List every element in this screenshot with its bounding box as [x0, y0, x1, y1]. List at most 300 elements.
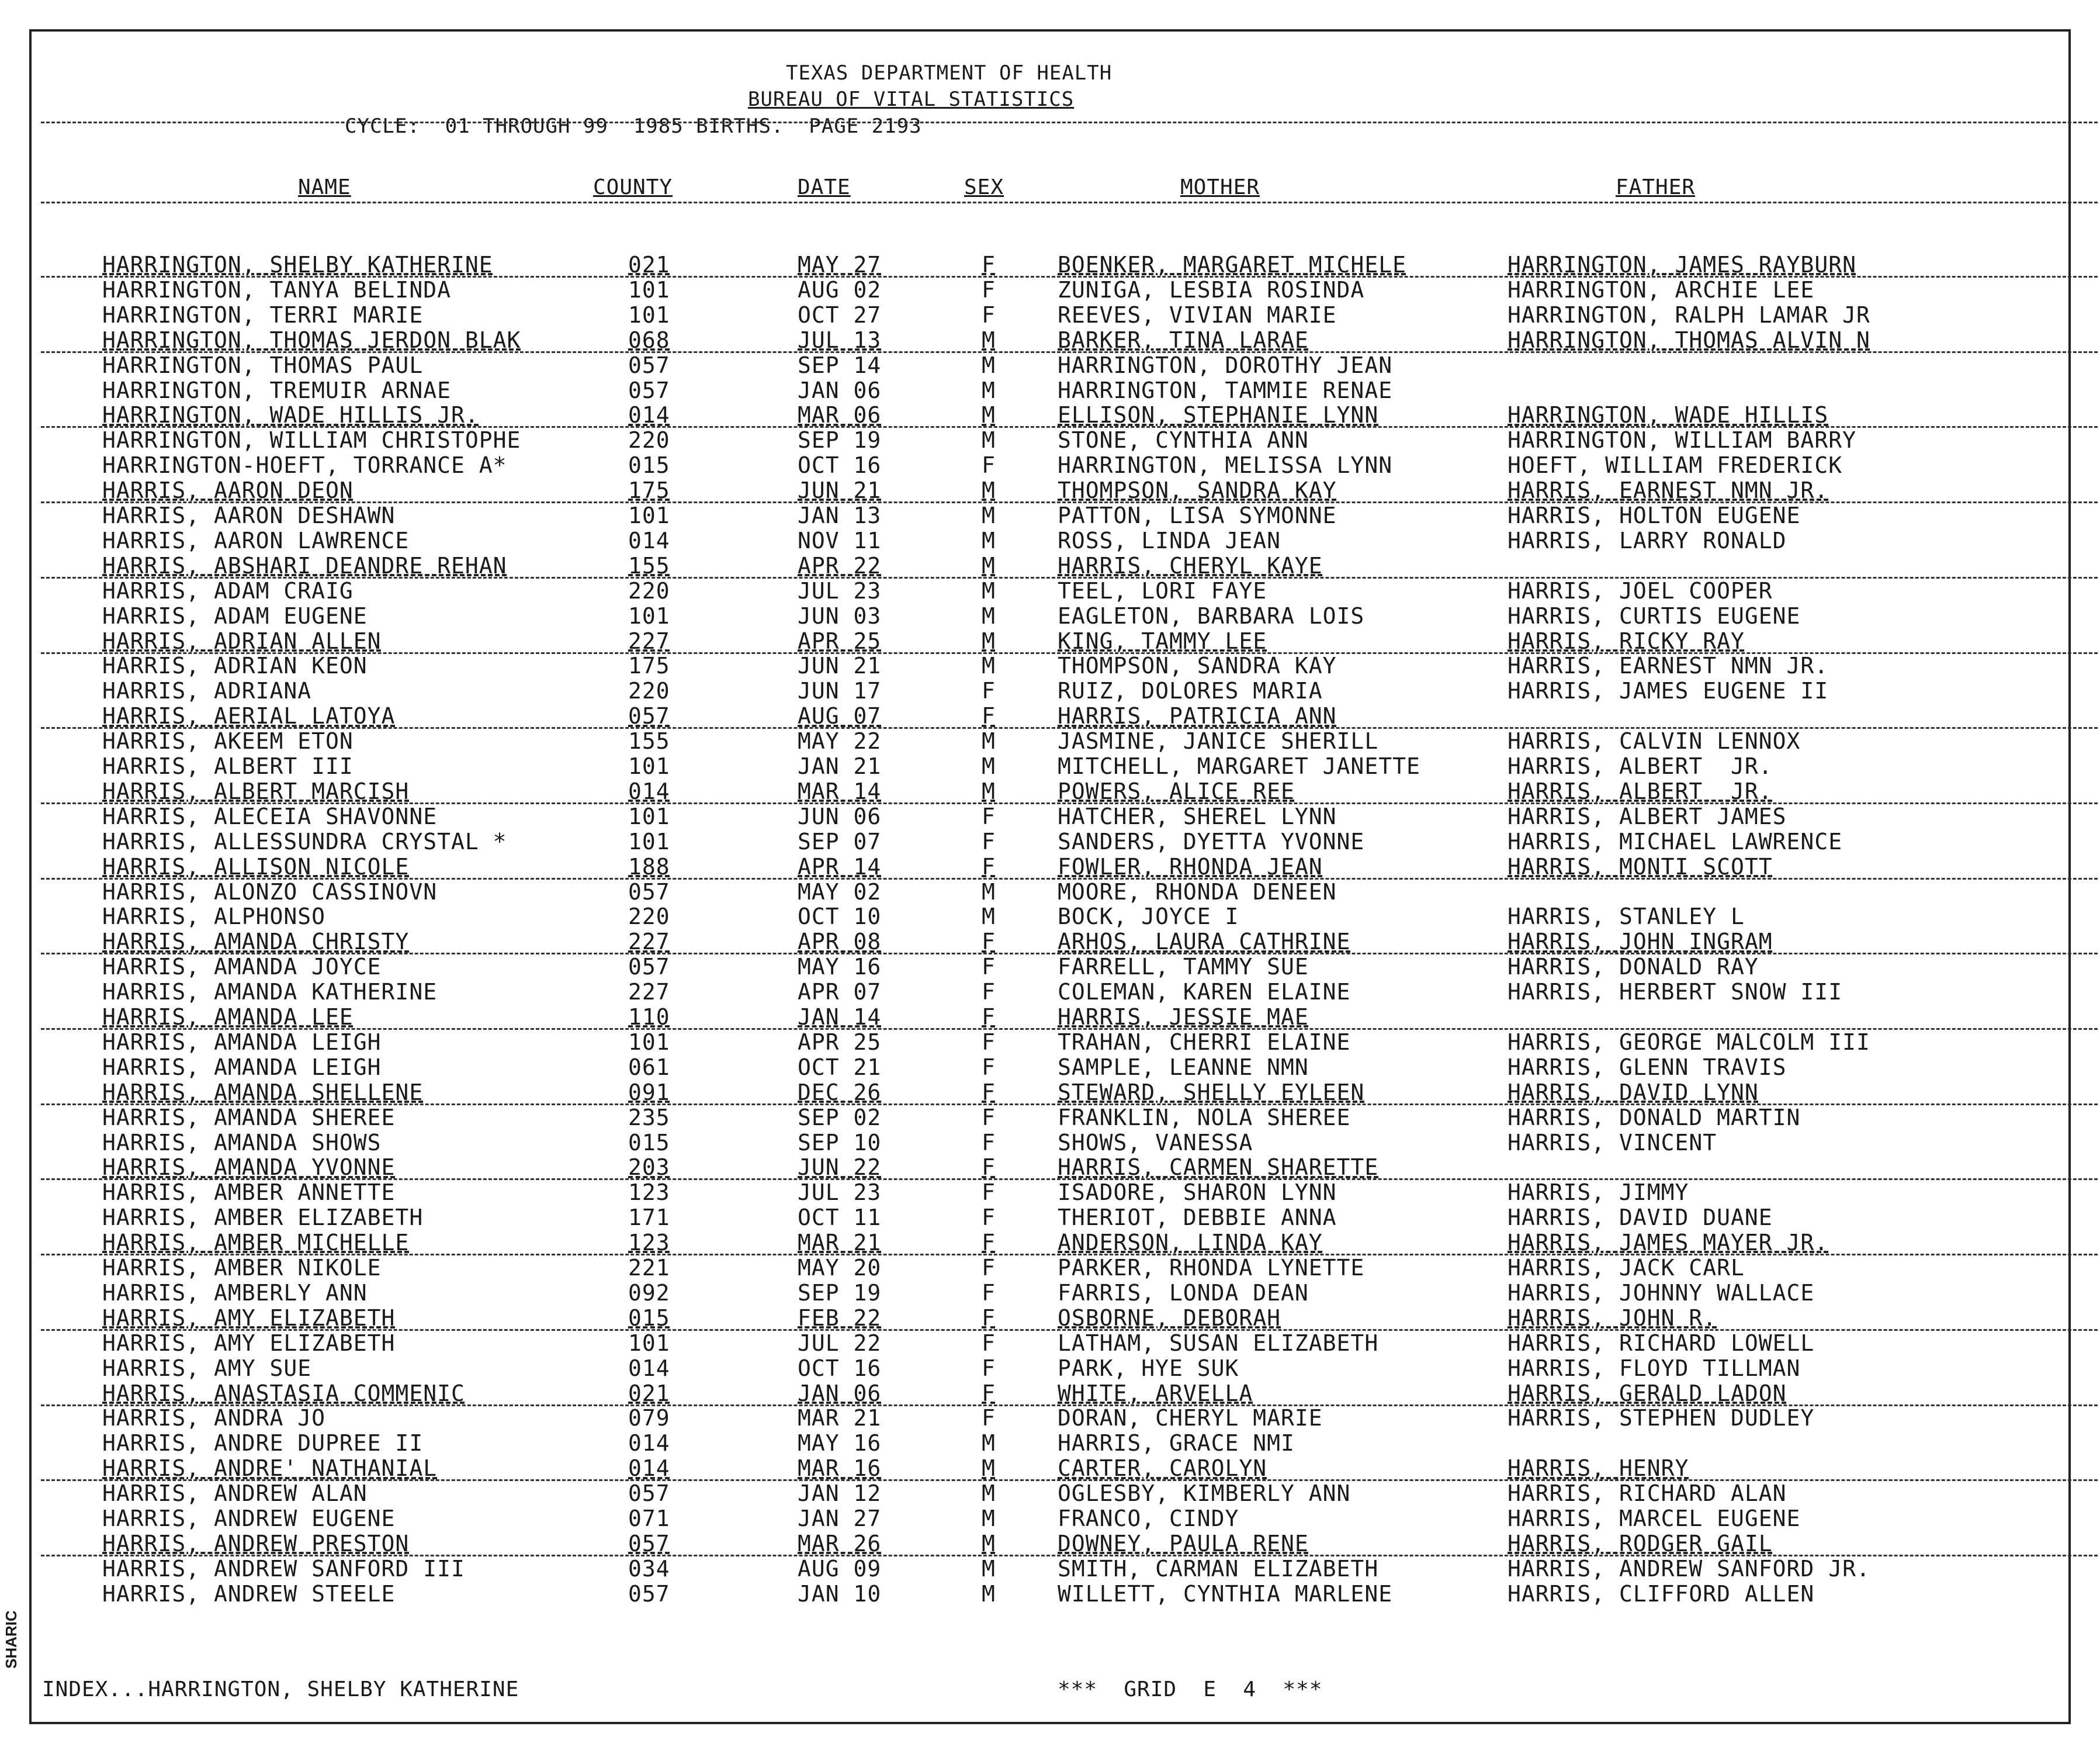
- record-county: 057: [628, 703, 670, 729]
- record-county: 221: [628, 1255, 670, 1281]
- record-date: JUN 03: [798, 603, 882, 629]
- record-name: HARRINGTON, WILLIAM CHRISTOPHE: [102, 427, 521, 454]
- record-county: 101: [628, 828, 670, 854]
- record-mother: ANDERSON, LINDA KAY: [1058, 1230, 1323, 1256]
- record-row: [0, 553, 2100, 579]
- record-mother: FRANKLIN, NOLA SHEREE: [1058, 1104, 1351, 1130]
- record-row: [0, 528, 2100, 553]
- record-row: [0, 1356, 2100, 1381]
- record-county: 014: [628, 778, 670, 804]
- record-father: HARRIS, CURTIS EUGENE: [1508, 603, 1801, 629]
- record-name: HARRIS, AMANDA LEE: [102, 1004, 354, 1030]
- record-date: JUL 23: [798, 1179, 882, 1206]
- record-county: 014: [628, 527, 670, 553]
- record-county: 188: [628, 853, 670, 880]
- record-sex: F: [982, 1179, 996, 1206]
- record-row: [0, 1030, 2100, 1055]
- record-father: HARRIS, JACK CARL: [1508, 1255, 1745, 1281]
- record-row: [0, 1230, 2100, 1255]
- record-date: SEP 07: [798, 828, 882, 854]
- record-mother: RUIZ, DOLORES MARIA: [1058, 678, 1323, 704]
- record-mother: SHOWS, VANESSA: [1058, 1129, 1253, 1156]
- record-father: HARRIS, GERALD LADON: [1508, 1380, 1787, 1406]
- record-row: [0, 1205, 2100, 1230]
- record-row: [0, 353, 2100, 378]
- record-name: HARRIS, ALONZO CASSINOVN: [102, 878, 438, 905]
- record-sex: F: [982, 678, 996, 704]
- record-county: 123: [628, 1179, 670, 1206]
- record-date: MAR 21: [798, 1405, 882, 1431]
- record-date: FEB 22: [798, 1305, 882, 1331]
- record-name: HARRIS, AMBER ELIZABETH: [102, 1205, 424, 1231]
- record-sex: M: [982, 603, 996, 629]
- record-county: 110: [628, 1004, 670, 1030]
- record-sex: M: [982, 904, 996, 930]
- record-mother: ZUNIGA, LESBIA ROSINDA: [1058, 276, 1365, 303]
- record-row: [0, 629, 2100, 654]
- record-date: SEP 19: [798, 1279, 882, 1306]
- record-row: [0, 804, 2100, 829]
- record-father: HOEFT, WILLIAM FREDERICK: [1508, 452, 1843, 479]
- record-mother: WHITE, ARVELLA: [1058, 1380, 1253, 1406]
- record-date: JAN 14: [798, 1004, 882, 1030]
- record-name: HARRIS, ANDRE DUPREE II: [102, 1430, 424, 1457]
- record-county: 155: [628, 552, 670, 579]
- record-mother: LATHAM, SUSAN ELIZABETH: [1058, 1330, 1379, 1356]
- record-father: HARRIS, DAVID DUANE: [1508, 1205, 1773, 1231]
- record-father: HARRIS, HERBERT SNOW III: [1508, 979, 1843, 1005]
- record-mother: BOCK, JOYCE I: [1058, 904, 1239, 930]
- record-name: HARRIS, AARON DESHAWN: [102, 503, 396, 528]
- record-father: HARRIS, MONTI SCOTT: [1508, 853, 1773, 880]
- record-county: 057: [628, 1530, 670, 1556]
- record-father: HARRIS, VINCENT: [1508, 1129, 1717, 1156]
- record-row: [0, 1130, 2100, 1156]
- record-row: [0, 378, 2100, 403]
- record-father: HARRIS, JAMES EUGENE II: [1508, 678, 1829, 704]
- record-father: HARRINGTON, WILLIAM BARRY: [1508, 427, 1856, 454]
- record-father: HARRIS, JOHN R.: [1508, 1305, 1717, 1331]
- record-name: HARRIS, ADRIAN KEON: [102, 653, 368, 679]
- record-mother: STEWARD, SHELLY EYLEEN: [1058, 1079, 1365, 1105]
- record-name: HARRIS, ALBERT MARCISH: [102, 778, 410, 804]
- record-sex: M: [982, 653, 996, 679]
- record-name: HARRIS, ANDREW EUGENE: [102, 1506, 396, 1531]
- record-date: AUG 09: [798, 1555, 882, 1582]
- record-sex: F: [982, 452, 996, 479]
- record-sex: F: [982, 929, 996, 955]
- record-mother: FOWLER, RHONDA JEAN: [1058, 853, 1323, 880]
- record-sex: F: [982, 276, 996, 303]
- record-date: JUL 23: [798, 577, 882, 604]
- record-sex: M: [982, 1506, 996, 1531]
- record-father: HARRIS, RODGER GAIL: [1508, 1530, 1773, 1556]
- record-mother: SMITH, CARMAN ELIZABETH: [1058, 1555, 1379, 1582]
- record-mother: PARK, HYE SUK: [1058, 1355, 1239, 1381]
- record-name: HARRINGTON, TREMUIR ARNAE: [102, 377, 451, 403]
- record-sex: M: [982, 503, 996, 528]
- record-mother: FARRELL, TAMMY SUE: [1058, 954, 1309, 980]
- record-sex: F: [982, 1104, 996, 1130]
- record-row: [0, 478, 2100, 503]
- column-header-date: DATE: [798, 175, 851, 199]
- record-county: 171: [628, 1205, 670, 1231]
- record-row: [0, 503, 2100, 528]
- record-county: 014: [628, 1430, 670, 1457]
- record-mother: FRANCO, CINDY: [1058, 1506, 1239, 1531]
- record-father: HARRIS, EARNEST NMN JR.: [1508, 478, 1829, 504]
- record-date: APR 08: [798, 929, 882, 955]
- record-sex: M: [982, 1580, 996, 1607]
- record-row: [0, 980, 2100, 1005]
- record-mother: HARRINGTON, MELISSA LYNN: [1058, 452, 1393, 479]
- side-mark: SHARIC: [2, 1610, 20, 1669]
- record-date: JAN 21: [798, 753, 882, 779]
- record-name: HARRIS, ANDREW STEELE: [102, 1580, 396, 1607]
- record-father: HARRIS, ALBERT JR.: [1508, 753, 1773, 779]
- record-county: 021: [628, 1380, 670, 1406]
- record-date: JAN 27: [798, 1506, 882, 1531]
- record-mother: HARRINGTON, TAMMIE RENAE: [1058, 377, 1393, 403]
- column-header-sex: SEX: [964, 175, 1004, 199]
- record-date: MAR 16: [798, 1455, 882, 1482]
- record-name: HARRIS, AMANDA LEIGH: [102, 1029, 382, 1055]
- record-county: 101: [628, 503, 670, 528]
- record-sex: M: [982, 478, 996, 504]
- record-name: HARRIS, AKEEM ETON: [102, 728, 354, 755]
- record-father: HARRIS, ALBERT JR.: [1508, 778, 1773, 804]
- column-header-name: NAME: [298, 175, 351, 199]
- record-mother: HARRIS, GRACE NMI: [1058, 1430, 1295, 1457]
- record-sex: F: [982, 954, 996, 980]
- record-mother: WILLETT, CYNTHIA MARLENE: [1058, 1580, 1393, 1607]
- header-title: TEXAS DEPARTMENT OF HEALTH: [786, 61, 1113, 85]
- record-date: AUG 02: [798, 276, 882, 303]
- record-row: [0, 579, 2100, 604]
- record-county: 101: [628, 753, 670, 779]
- record-name: HARRIS, ANDREW PRESTON: [102, 1530, 410, 1556]
- record-mother: TEEL, LORI FAYE: [1058, 577, 1267, 604]
- record-sex: M: [982, 878, 996, 905]
- record-father: HARRIS, ALBERT JAMES: [1508, 803, 1787, 829]
- record-date: JUL 13: [798, 327, 882, 353]
- record-sex: F: [982, 1230, 996, 1256]
- record-mother: HARRINGTON, DOROTHY JEAN: [1058, 352, 1393, 378]
- record-mother: CARTER, CAROLYN: [1058, 1455, 1267, 1482]
- record-father: HARRINGTON, ARCHIE LEE: [1508, 276, 1815, 303]
- record-date: OCT 21: [798, 1054, 882, 1080]
- record-county: 123: [628, 1230, 670, 1256]
- record-father: HARRIS, JOHNNY WALLACE: [1508, 1279, 1815, 1306]
- record-mother: PATTON, LISA SYMONNE: [1058, 503, 1337, 528]
- record-county: 101: [628, 276, 670, 303]
- record-row: [0, 278, 2100, 303]
- record-name: HARRIS, ALLISON NICOLE: [102, 853, 410, 880]
- record-mother: STONE, CYNTHIA ANN: [1058, 427, 1309, 454]
- record-name: HARRIS, AMBERLY ANN: [102, 1279, 368, 1306]
- record-father: HARRIS, RICKY RAY: [1508, 628, 1745, 654]
- record-mother: MITCHELL, MARGARET JANETTE: [1058, 753, 1420, 779]
- record-county: 015: [628, 1129, 670, 1156]
- record-father: HARRIS, CLIFFORD ALLEN: [1508, 1580, 1815, 1607]
- record-row: [0, 904, 2100, 929]
- record-father: HARRIS, ANDREW SANFORD JR.: [1508, 1555, 1870, 1582]
- grid-label: *** GRID E 4 ***: [1058, 1677, 1323, 1701]
- record-row: [0, 453, 2100, 478]
- record-sex: M: [982, 1455, 996, 1482]
- record-name: HARRIS, ANDREW SANFORD III: [102, 1555, 465, 1582]
- record-row: [0, 679, 2100, 704]
- record-row: [0, 1281, 2100, 1306]
- record-mother: HARRIS, PATRICIA ANN: [1058, 703, 1337, 729]
- record-mother: MOORE, RHONDA DENEEN: [1058, 878, 1337, 905]
- record-sex: M: [982, 577, 996, 604]
- record-county: 021: [628, 252, 670, 278]
- record-name: HARRIS, ALPHONSO: [102, 904, 326, 930]
- record-father: HARRIS, HOLTON EUGENE: [1508, 503, 1801, 528]
- record-date: SEP 02: [798, 1104, 882, 1130]
- record-father: HARRIS, RICHARD ALAN: [1508, 1480, 1787, 1507]
- record-sex: F: [982, 1305, 996, 1331]
- record-sex: M: [982, 552, 996, 579]
- header-cycle: CYCLE: 01 THROUGH 99 1985 BIRTHS. PAGE 2193: [345, 115, 922, 138]
- record-name: HARRIS, AMANDA YVONNE: [102, 1154, 396, 1181]
- record-mother: ISADORE, SHARON LYNN: [1058, 1179, 1337, 1206]
- record-father: HARRIS, HENRY: [1508, 1455, 1689, 1482]
- record-row: [0, 1255, 2100, 1281]
- record-sex: F: [982, 1279, 996, 1306]
- record-row: [0, 1506, 2100, 1531]
- record-mother: DORAN, CHERYL MARIE: [1058, 1405, 1323, 1431]
- record-mother: OSBORNE, DEBORAH: [1058, 1305, 1281, 1331]
- record-date: DEC 26: [798, 1079, 882, 1105]
- record-date: OCT 11: [798, 1205, 882, 1231]
- record-county: 101: [628, 1029, 670, 1055]
- record-date: JUN 21: [798, 653, 882, 679]
- record-date: APR 07: [798, 979, 882, 1005]
- record-sex: M: [982, 1530, 996, 1556]
- record-date: OCT 16: [798, 452, 882, 479]
- record-date: MAR 26: [798, 1530, 882, 1556]
- record-name: HARRIS, ANDRE' NATHANIAL: [102, 1455, 438, 1482]
- record-sex: F: [982, 1029, 996, 1055]
- record-county: 057: [628, 1480, 670, 1507]
- record-sex: F: [982, 828, 996, 854]
- record-county: 015: [628, 452, 670, 479]
- record-mother: THERIOT, DEBBIE ANNA: [1058, 1205, 1337, 1231]
- record-name: HARRIS, ALECEIA SHAVONNE: [102, 803, 438, 829]
- record-mother: DOWNEY, PAULA RENE: [1058, 1530, 1309, 1556]
- record-mother: REEVES, VIVIAN MARIE: [1058, 302, 1337, 328]
- record-county: 235: [628, 1104, 670, 1130]
- record-date: MAR 06: [798, 402, 882, 428]
- record-name: HARRIS, AMANDA JOYCE: [102, 954, 382, 980]
- record-county: 220: [628, 577, 670, 604]
- record-date: APR 25: [798, 628, 882, 654]
- record-row: [0, 403, 2100, 428]
- record-sex: F: [982, 1255, 996, 1281]
- record-sex: F: [982, 252, 996, 278]
- record-sex: M: [982, 628, 996, 654]
- record-name: HARRINGTON, THOMAS PAUL: [102, 352, 424, 378]
- record-county: 071: [628, 1506, 670, 1531]
- record-row: [0, 1331, 2100, 1356]
- record-row: [0, 1556, 2100, 1582]
- record-date: SEP 10: [798, 1129, 882, 1156]
- record-father: HARRINGTON, RALPH LAMAR JR: [1508, 302, 1870, 328]
- record-sex: M: [982, 778, 996, 804]
- record-sex: M: [982, 1555, 996, 1582]
- record-county: 057: [628, 352, 670, 378]
- record-date: APR 25: [798, 1029, 882, 1055]
- record-name: HARRIS, AMY SUE: [102, 1355, 312, 1381]
- record-row: [0, 880, 2100, 905]
- record-date: SEP 14: [798, 352, 882, 378]
- record-row: [0, 1381, 2100, 1406]
- record-row: [0, 829, 2100, 854]
- record-sex: F: [982, 979, 996, 1005]
- record-father: HARRIS, MICHAEL LAWRENCE: [1508, 828, 1843, 854]
- record-mother: SAMPLE, LEANNE NMN: [1058, 1054, 1309, 1080]
- record-date: SEP 19: [798, 427, 882, 454]
- record-county: 057: [628, 878, 670, 905]
- index-label: INDEX...HARRINGTON, SHELBY KATHERINE: [42, 1677, 519, 1701]
- record-date: OCT 10: [798, 904, 882, 930]
- record-sex: F: [982, 1079, 996, 1105]
- record-sex: M: [982, 527, 996, 553]
- record-date: JUN 17: [798, 678, 882, 704]
- record-mother: BARKER, TINA LARAE: [1058, 327, 1309, 353]
- record-father: HARRIS, JAMES MAYER JR.: [1508, 1230, 1829, 1256]
- record-date: JUN 06: [798, 803, 882, 829]
- record-sex: M: [982, 728, 996, 755]
- record-date: APR 22: [798, 552, 882, 579]
- record-row: [0, 1155, 2100, 1180]
- record-row: [0, 428, 2100, 453]
- record-mother: ARHOS, LAURA CATHRINE: [1058, 929, 1351, 955]
- record-name: HARRIS, AMANDA SHEREE: [102, 1104, 396, 1130]
- record-county: 057: [628, 954, 670, 980]
- record-county: 227: [628, 979, 670, 1005]
- record-date: APR 14: [798, 853, 882, 880]
- record-name: HARRINGTON, WADE HILLIS JR.: [102, 402, 479, 428]
- record-row: [0, 1306, 2100, 1331]
- record-mother: HARRIS, CARMEN SHARETTE: [1058, 1154, 1379, 1181]
- record-county: 155: [628, 728, 670, 755]
- record-name: HARRIS, ADAM EUGENE: [102, 603, 368, 629]
- record-row: [0, 729, 2100, 754]
- record-name: HARRIS, ALLESSUNDRA CRYSTAL *: [102, 828, 507, 854]
- record-mother: JASMINE, JANICE SHERILL: [1058, 728, 1379, 755]
- record-sex: M: [982, 352, 996, 378]
- record-county: 227: [628, 929, 670, 955]
- record-sex: M: [982, 402, 996, 428]
- record-row: [0, 779, 2100, 804]
- record-mother: POWERS, ALICE REE: [1058, 778, 1295, 804]
- record-county: 092: [628, 1279, 670, 1306]
- record-county: 014: [628, 1355, 670, 1381]
- record-row: [0, 1055, 2100, 1080]
- record-county: 227: [628, 628, 670, 654]
- record-date: MAY 02: [798, 878, 882, 905]
- record-name: HARRIS, AMANDA LEIGH: [102, 1054, 382, 1080]
- record-father: HARRIS, JOHN INGRAM: [1508, 929, 1773, 955]
- record-mother: HARRIS, CHERYL KAYE: [1058, 552, 1323, 579]
- record-sex: F: [982, 1154, 996, 1181]
- record-sex: M: [982, 377, 996, 403]
- record-date: JUN 21: [798, 478, 882, 504]
- record-county: 175: [628, 478, 670, 504]
- record-date: MAR 14: [798, 778, 882, 804]
- record-row: [0, 1456, 2100, 1481]
- record-date: OCT 16: [798, 1355, 882, 1381]
- record-row: [0, 929, 2100, 954]
- record-sex: M: [982, 1430, 996, 1457]
- record-sex: M: [982, 1480, 996, 1507]
- record-name: HARRIS, AMY ELIZABETH: [102, 1305, 396, 1331]
- record-sex: F: [982, 1205, 996, 1231]
- record-name: HARRIS, AARON LAWRENCE: [102, 527, 410, 553]
- record-father: HARRIS, JOEL COOPER: [1508, 577, 1773, 604]
- record-sex: F: [982, 1004, 996, 1030]
- record-father: HARRIS, DONALD MARTIN: [1508, 1104, 1801, 1130]
- record-name: HARRIS, ABSHARI DEANDRE REHAN: [102, 552, 507, 579]
- record-date: MAY 16: [798, 1430, 882, 1457]
- record-name: HARRIS, AMANDA KATHERINE: [102, 979, 438, 1005]
- record-county: 034: [628, 1555, 670, 1582]
- column-header-mother: MOTHER: [1180, 175, 1260, 199]
- record-row: [0, 954, 2100, 980]
- record-father: HARRIS, GLENN TRAVIS: [1508, 1054, 1787, 1080]
- record-mother: PARKER, RHONDA LYNETTE: [1058, 1255, 1365, 1281]
- record-county: 057: [628, 377, 670, 403]
- record-date: JAN 13: [798, 503, 882, 528]
- record-date: JAN 12: [798, 1480, 882, 1507]
- record-date: MAY 27: [798, 252, 882, 278]
- record-row: [0, 252, 2100, 278]
- record-father: HARRIS, LARRY RONALD: [1508, 527, 1787, 553]
- record-row: [0, 1481, 2100, 1506]
- record-sex: F: [982, 1380, 996, 1406]
- record-name: HARRINGTON, SHELBY KATHERINE: [102, 252, 493, 278]
- record-county: 101: [628, 1330, 670, 1356]
- record-name: HARRIS, ANDRA JO: [102, 1405, 326, 1431]
- record-county: 101: [628, 302, 670, 328]
- record-county: 175: [628, 653, 670, 679]
- header-bureau: BUREAU OF VITAL STATISTICS: [748, 88, 1075, 111]
- record-name: HARRIS, AMBER ANNETTE: [102, 1179, 396, 1206]
- record-row: [0, 1431, 2100, 1456]
- record-mother: EAGLETON, BARBARA LOIS: [1058, 603, 1365, 629]
- record-name: HARRIS, ANASTASIA COMMENIC: [102, 1380, 465, 1406]
- record-row: [0, 1531, 2100, 1556]
- record-mother: THOMPSON, SANDRA KAY: [1058, 478, 1337, 504]
- record-county: 091: [628, 1079, 670, 1105]
- record-county: 203: [628, 1154, 670, 1181]
- record-mother: HATCHER, SHEREL LYNN: [1058, 803, 1337, 829]
- record-mother: HARRIS, JESSIE MAE: [1058, 1004, 1309, 1030]
- record-father: HARRIS, EARNEST NMN JR.: [1508, 653, 1829, 679]
- record-county: 014: [628, 402, 670, 428]
- record-mother: SANDERS, DYETTA YVONNE: [1058, 828, 1365, 854]
- record-father: HARRIS, DAVID LYNN: [1508, 1079, 1759, 1105]
- record-father: HARRIS, JIMMY: [1508, 1179, 1689, 1206]
- record-row: [0, 328, 2100, 353]
- record-date: NOV 11: [798, 527, 882, 553]
- record-mother: KING, TAMMY LEE: [1058, 628, 1267, 654]
- record-father: HARRIS, STEPHEN DUDLEY: [1508, 1405, 1815, 1431]
- record-sex: F: [982, 1355, 996, 1381]
